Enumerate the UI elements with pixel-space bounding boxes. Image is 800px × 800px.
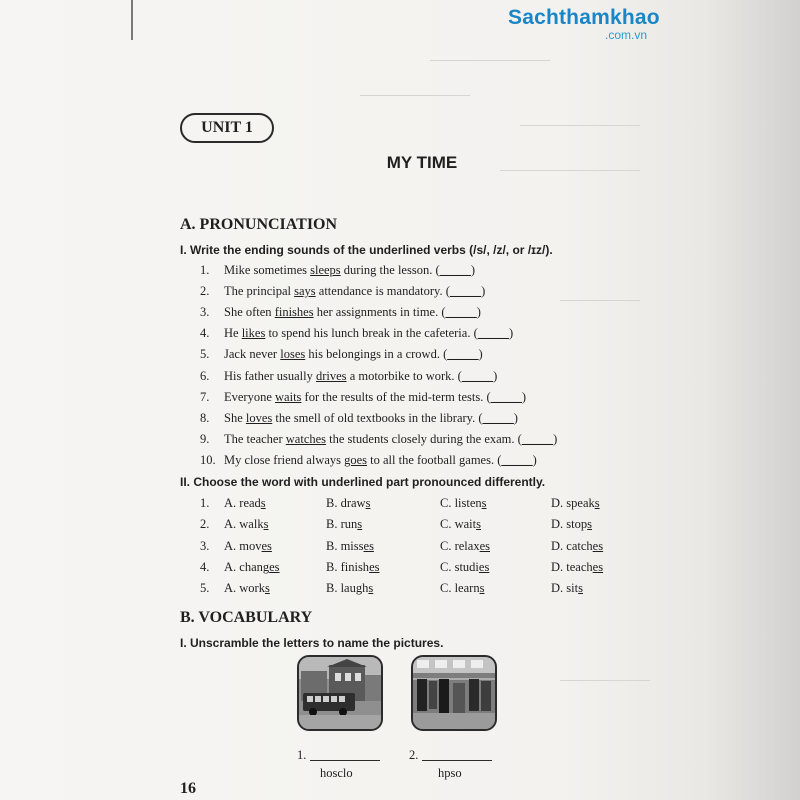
option-underlined-ending: s — [479, 581, 485, 596]
picture-2-number: 2. — [409, 748, 419, 762]
item-number: 6. — [200, 368, 210, 383]
answer-option[interactable] — [440, 560, 489, 575]
list-item — [200, 453, 537, 468]
exercise-a1-instruction: I. Write the ending sounds of the underlined verbs (/s/, /z/, or /ɪz/). — [180, 243, 553, 257]
underlined-verb: drives — [316, 368, 347, 383]
option-stem: C. learn — [440, 581, 480, 596]
option-underlined-ending: es — [592, 538, 604, 553]
option-underlined-ending: s — [264, 581, 270, 596]
sentence-start: He — [224, 326, 242, 341]
option-underlined-ending: s — [481, 496, 487, 510]
option-underlined-ending: es — [261, 538, 272, 553]
option-stem: D. speak — [551, 496, 595, 510]
option-underlined-ending: s — [587, 517, 592, 532]
option-stem: A. work — [224, 581, 265, 596]
answer-option[interactable] — [551, 517, 592, 532]
underlined-verb: loses — [280, 347, 306, 362]
answer-option[interactable] — [326, 517, 362, 532]
answer-option[interactable] — [440, 581, 484, 596]
sentence-end: to spend his lunch break in the cafeteria. ( — [265, 326, 478, 341]
answer-blank[interactable]: _____ — [521, 431, 554, 446]
answer-blank[interactable]: _____ — [482, 410, 514, 425]
option-underlined-ending: es — [269, 559, 280, 574]
closing-paren: ) — [481, 284, 486, 299]
option-stem: C. studi — [440, 559, 479, 574]
answer-option[interactable] — [551, 560, 603, 575]
answer-option[interactable] — [551, 581, 583, 596]
question-number: 3. — [200, 538, 210, 553]
option-underlined-ending: s — [578, 581, 583, 596]
sentence-start: Mike sometimes — [224, 263, 311, 277]
option-underlined-ending: s — [476, 517, 481, 532]
show-through-line — [430, 60, 550, 61]
option-underlined-ending: s — [357, 517, 363, 532]
option-stem: A. read — [224, 496, 261, 510]
sentence-end: during the lesson. ( — [340, 263, 440, 277]
item-number: 8. — [200, 410, 210, 425]
answer-option[interactable] — [326, 560, 379, 575]
answer-option[interactable] — [551, 539, 603, 554]
question-number: 4. — [200, 559, 210, 574]
sentence-end: attendance is mandatory. ( — [315, 284, 450, 299]
unit-badge: UNIT 1 — [180, 113, 274, 143]
show-through-line — [560, 680, 650, 681]
option-stem: B. miss — [326, 538, 364, 553]
sentence-start: The teacher — [224, 431, 286, 446]
item-number: 9. — [200, 431, 210, 446]
sentence-end: his belongings in a crowd. ( — [305, 347, 448, 362]
section-b-heading: B. VOCABULARY — [180, 609, 313, 626]
show-through-line — [500, 170, 640, 171]
list-item — [200, 347, 483, 362]
list-item — [200, 326, 513, 341]
binding-line — [131, 0, 133, 40]
answer-option[interactable] — [224, 517, 268, 532]
option-stem: D. sit — [551, 581, 579, 596]
list-item — [200, 284, 485, 299]
option-underlined-ending: s — [368, 581, 374, 596]
option-stem: B. laugh — [326, 581, 369, 596]
exercise-a2-instruction: II. Choose the word with underlined part pronounced differently. — [180, 475, 546, 489]
closing-paren: ) — [493, 368, 498, 383]
option-underlined-ending: s — [594, 496, 600, 510]
closing-paren: ) — [513, 410, 518, 425]
closing-paren: ) — [508, 326, 514, 341]
answer-option[interactable] — [224, 539, 272, 554]
closing-paren: ) — [553, 431, 558, 446]
show-through-line — [560, 300, 640, 301]
clothing-shop-icon — [411, 655, 497, 731]
show-through-line — [520, 125, 640, 126]
underlined-verb: sleeps — [310, 263, 341, 277]
answer-option[interactable] — [224, 496, 266, 511]
option-stem: B. run — [326, 517, 358, 532]
option-underlined-ending: es — [369, 559, 380, 574]
sentence-start: My close friend always — [224, 452, 345, 467]
underlined-verb: likes — [241, 326, 266, 341]
item-number: 7. — [200, 389, 210, 404]
answer-blank[interactable]: _____ — [445, 305, 477, 320]
sentence-start: She often — [224, 305, 275, 320]
underlined-verb: loves — [245, 410, 273, 425]
answer-option[interactable] — [440, 517, 481, 532]
sentence-start: The principal — [224, 284, 295, 299]
closing-paren: ) — [470, 263, 476, 277]
item-number: 3. — [200, 305, 210, 320]
item-number: 4. — [200, 326, 210, 341]
sentence-end: the smell of old textbooks in the library. ( — [272, 410, 483, 425]
sentence-start: She — [224, 410, 246, 425]
list-item — [200, 263, 475, 278]
item-number: 1. — [200, 263, 210, 277]
option-stem: D. catch — [551, 538, 593, 553]
closing-paren: ) — [521, 389, 527, 404]
exercise-b1-instruction: I. Unscramble the letters to name the pictures. — [180, 636, 444, 650]
option-stem: A. chang — [224, 559, 270, 574]
answer-blank[interactable]: _____ — [439, 263, 471, 277]
picture-2-answer-line[interactable] — [422, 760, 492, 761]
option-stem: D. teach — [551, 559, 593, 574]
watermark-logo: Sachthamkhao — [508, 6, 660, 29]
answer-blank[interactable]: _____ — [501, 452, 533, 467]
underlined-verb: finishes — [274, 305, 314, 320]
page-title: MY TIME — [386, 153, 458, 172]
sentence-end: for the results of the mid-term tests. ( — [301, 389, 491, 404]
answer-blank[interactable]: _____ — [490, 389, 522, 404]
answer-option[interactable] — [326, 496, 370, 511]
option-stem: D. stop — [551, 517, 588, 532]
sentence-end: to all the football games. ( — [367, 452, 502, 467]
show-through-line — [360, 95, 470, 96]
sentence-end: her assignments in time. ( — [313, 305, 446, 320]
answer-option[interactable] — [326, 539, 374, 554]
question-number: 1. — [200, 496, 210, 510]
list-item — [200, 305, 481, 320]
answer-option[interactable] — [551, 496, 600, 511]
option-stem: C. wait — [440, 517, 477, 532]
sentence-start: Everyone — [224, 389, 276, 404]
option-underlined-ending: s — [260, 496, 266, 510]
answer-option[interactable] — [224, 560, 280, 575]
watermark-domain: .com.vn — [605, 28, 648, 42]
item-number: 2. — [200, 284, 210, 299]
answer-blank[interactable]: _____ — [449, 284, 482, 299]
closing-paren: ) — [478, 347, 483, 362]
closing-paren: ) — [476, 305, 481, 320]
answer-option[interactable] — [440, 539, 490, 554]
list-item — [200, 390, 526, 405]
sentence-start: Jack never — [224, 347, 281, 362]
closing-paren: ) — [532, 452, 537, 467]
picture-1-scrambled: hosclo — [320, 766, 353, 780]
option-underlined-ending: s — [365, 496, 371, 510]
sentence-start: His father usually — [224, 368, 316, 383]
sentence-end: a motorbike to work. ( — [346, 368, 462, 383]
option-stem: A. mov — [224, 538, 262, 553]
answer-blank[interactable]: _____ — [477, 326, 509, 341]
item-number: 5. — [200, 347, 210, 362]
list-item — [200, 411, 518, 426]
item-number: 10. — [200, 452, 216, 467]
picture-1-number: 1. — [297, 748, 307, 762]
option-stem: B. draw — [326, 496, 366, 510]
option-underlined-ending: es — [363, 538, 374, 553]
sentence-end: the students closely during the exam. ( — [326, 431, 522, 446]
answer-blank[interactable]: _____ — [447, 347, 479, 362]
list-item — [200, 369, 497, 384]
underlined-verb: says — [294, 284, 316, 299]
page-number: 16 — [180, 780, 196, 797]
option-stem: C. relax — [440, 538, 480, 553]
option-stem: A. walk — [224, 517, 264, 532]
answer-blank[interactable]: _____ — [461, 368, 494, 383]
option-underlined-ending: es — [592, 559, 604, 574]
underlined-verb: goes — [344, 452, 368, 467]
option-stem: B. finish — [326, 559, 370, 574]
question-number: 2. — [200, 517, 210, 532]
section-a-heading: A. PRONUNCIATION — [180, 216, 338, 233]
underlined-verb: waits — [275, 389, 302, 404]
picture-1-answer-line[interactable] — [310, 760, 380, 761]
answer-option[interactable] — [440, 496, 487, 511]
answer-option[interactable] — [224, 581, 270, 596]
option-stem: C. listen — [440, 496, 482, 510]
underlined-verb: watches — [285, 431, 327, 446]
option-underlined-ending: es — [478, 559, 490, 574]
list-item — [200, 432, 557, 447]
option-underlined-ending: s — [263, 517, 269, 532]
answer-option[interactable] — [326, 581, 373, 596]
picture-2-scrambled: hpso — [438, 766, 462, 780]
school-building-icon — [297, 655, 383, 731]
question-number: 5. — [200, 581, 210, 596]
option-underlined-ending: es — [479, 538, 490, 553]
